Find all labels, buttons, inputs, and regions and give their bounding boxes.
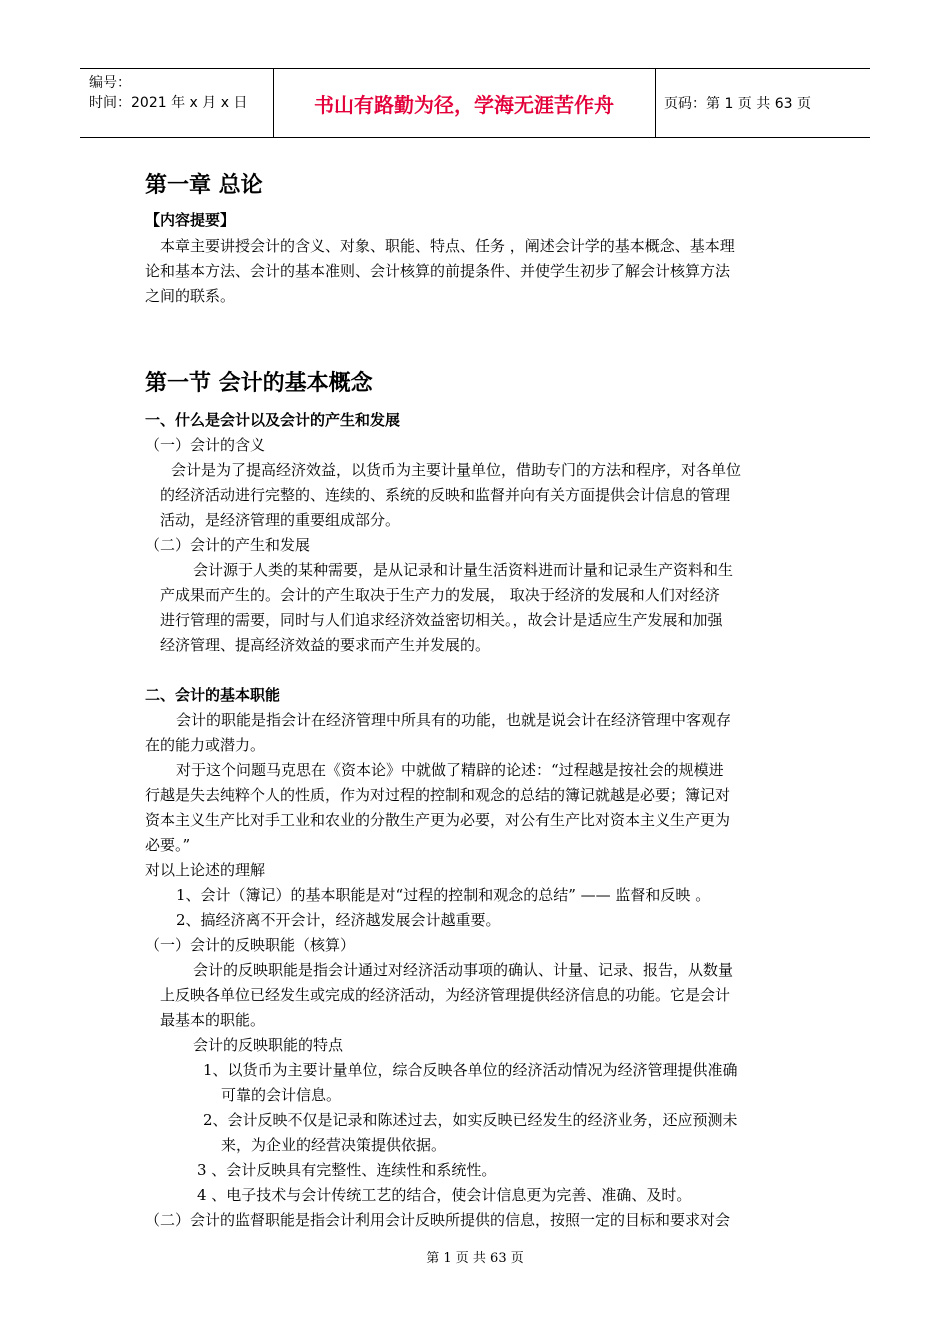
list-item: 可靠的会计信息。 <box>221 1086 342 1104</box>
paragraph-line: 会计的反映职能是指会计通过对经济活动事项的确认、计量、记录、报告，从数量 <box>193 961 734 979</box>
paragraph-line: 必要。” <box>145 836 191 854</box>
paragraph-line: 活动，是经济管理的重要组成部分。 <box>160 511 401 529</box>
paragraph-line: 最基本的职能。 <box>160 1011 266 1029</box>
chapter-title: 第一章 总论 <box>145 173 263 198</box>
summary-line: 论和基本方法、会计的基本准则、会计核算的前提条件、并使学生初步了解会计核算方法 <box>145 262 731 280</box>
summary-line: 本章主要讲授会计的含义、对象、职能、特点、任务 ，阐述会计学的基本概念、基本理 <box>160 237 735 255</box>
paragraph-line: 对于这个问题马克思在《资本论》中就做了精辟的论述：“过程越是按社会的规模进 <box>176 761 724 779</box>
paragraph-line: 在的能力或潜力。 <box>145 736 266 754</box>
page-footer: 第 1 页 共 63 页 <box>426 1251 524 1266</box>
summary-line: 之间的联系。 <box>145 287 236 305</box>
paragraph-line: 上反映各单位已经发生或完成的经济活动，为经济管理提供经济信息的功能。它是会计 <box>160 986 731 1004</box>
part1-sub1: （一）会计的含义 <box>145 436 266 454</box>
part2-heading: 二、会计的基本职能 <box>145 686 281 704</box>
header-table <box>80 68 870 138</box>
list-item: 来，为企业的经营决策提供依据。 <box>221 1136 447 1154</box>
summary-heading: 【内容提要】 <box>145 211 236 229</box>
header-page-info: 页码：第 1 页 共 63 页 <box>664 96 811 112</box>
list-item: 1、会计（簿记）的基本职能是对“过程的控制和观念的总结” —— 监督和反映 。 <box>176 886 711 904</box>
section-title: 第一节 会计的基本概念 <box>145 371 373 396</box>
header-motto: 书山有路勤为径，学海无涯苦作舟 <box>273 69 656 137</box>
paragraph-line: 会计是为了提高经济效益，以货币为主要计量单位，借助专门的方法和程序，对各单位 <box>171 461 742 479</box>
paragraph-line: 进行管理的需要，同时与人们追求经济效益密切相关。，故会计是适应生产发展和加强 <box>160 611 723 629</box>
part1-sub2: （二）会计的产生和发展 <box>145 536 311 554</box>
features-title: 会计的反映职能的特点 <box>193 1036 344 1054</box>
part2-sub1: （一）会计的反映职能（核算） <box>145 936 356 954</box>
list-item: 3 、会计反映具有完整性、连续性和系统性。 <box>197 1161 497 1179</box>
list-item: 1、以货币为主要计量单位，综合反映各单位的经济活动情况为经济管理提供准确 <box>203 1061 738 1079</box>
header-meta-cell <box>80 69 274 137</box>
document-number-label: 编号： <box>89 75 131 91</box>
paragraph-line: 产成果而产生的。会计的产生取决于生产力的发展， 取决于经济的发展和人们对经济 <box>160 586 720 604</box>
paragraph-line: 会计源于人类的某种需要，是从记录和计量生活资料进而计量和记录生产资料和生 <box>193 561 734 579</box>
list-item: 4 、电子技术与会计传统工艺的结合，使会计信息更为完善、准确、及时。 <box>197 1186 692 1204</box>
paragraph-line: 会计的职能是指会计在经济管理中所具有的功能，也就是说会计在经济管理中客观存 <box>176 711 732 729</box>
part1-heading: 一、什么是会计以及会计的产生和发展 <box>145 411 401 429</box>
part2-sub2: （二）会计的监督职能是指会计利用会计反映所提供的信息，按照一定的目标和要求对会 <box>145 1211 731 1229</box>
paragraph-line: 经济管理、提高经济效益的要求而产生并发展的。 <box>160 636 491 654</box>
list-item: 2、会计反映不仅是记录和陈述过去，如实反映已经发生的经济业务，还应预测未 <box>203 1111 738 1129</box>
document-time-label: 时间：2021 年 x 月 x 日 <box>89 95 248 111</box>
paragraph-line: 行越是失去纯粹个人的性质，作为对过程的控制和观念的总结的簿记就越是必要；簿记对 <box>145 786 731 804</box>
paragraph-line: 的经济活动进行完整的、连续的、系统的反映和监督并向有关方面提供会计信息的管理 <box>160 486 731 504</box>
paragraph-line: 资本主义生产比对手工业和农业的分散生产更为必要，对公有生产比对资本主义生产更为 <box>145 811 731 829</box>
understanding-label: 对以上论述的理解 <box>145 861 266 879</box>
list-item: 2、搞经济离不开会计，经济越发展会计越重要。 <box>176 911 501 929</box>
